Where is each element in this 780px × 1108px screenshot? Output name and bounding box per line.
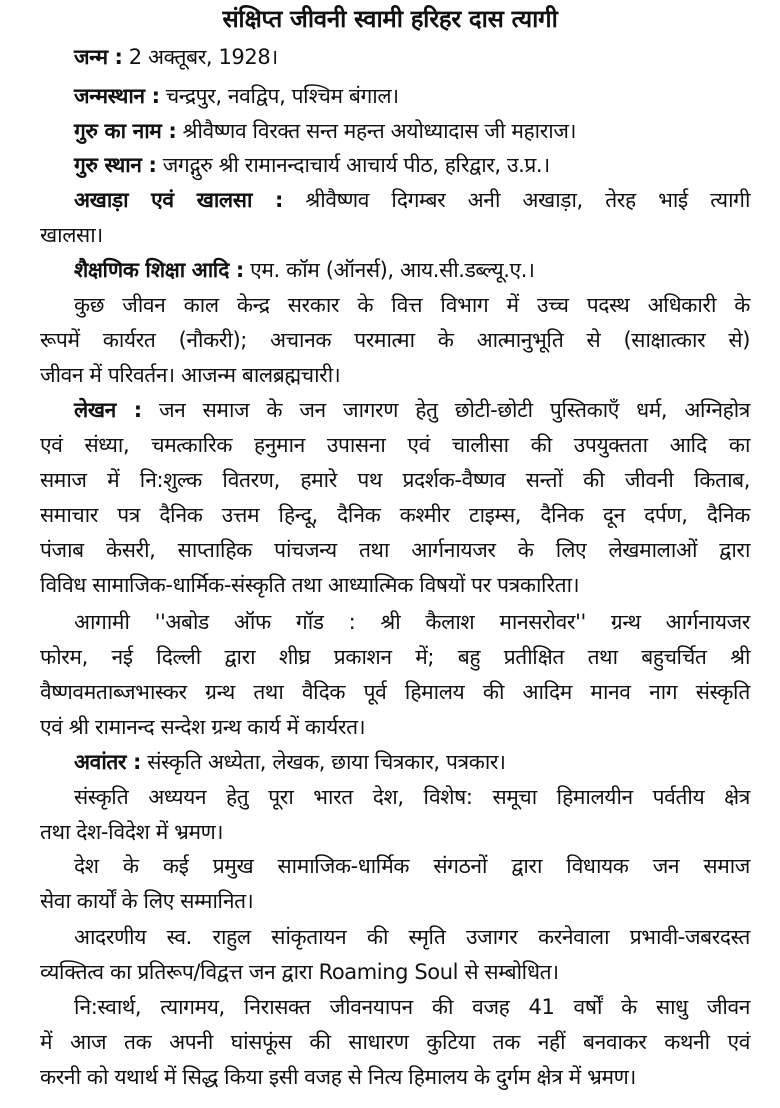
text-span: आदरणीय स्व. राहुल सांकृतायन की स्मृति उजागर करनेवाला प्रभावी-जबरदस्त bbox=[74, 925, 750, 949]
text-span: विविध सामाजिक-धार्मिक-संस्कृति तथा आध्यात्मिक विषयों पर पत्रकारिता। bbox=[40, 573, 580, 597]
closing-line-3 bbox=[40, 1060, 750, 1094]
education-value: एम. कॉम (ऑनर्स), आय.सी.डब्ल्यू.ए.। bbox=[243, 258, 535, 282]
tribute-line-1 bbox=[74, 920, 750, 954]
text-span: पंजाब केसरी, साप्ताहिक पांचजन्य तथा आर्गनायजर के लिए लेखमालाओं द्वारा bbox=[40, 538, 750, 562]
page-title: संक्षिप्त जीवनी स्वामी हरिहर दास त्यागी bbox=[222, 5, 558, 33]
guru-place-line bbox=[74, 148, 750, 182]
honor-line-2 bbox=[40, 884, 750, 918]
text-span: खालसा। bbox=[40, 223, 103, 247]
avantar-label: अवांतर : bbox=[74, 750, 142, 774]
honor-line-1 bbox=[74, 849, 750, 883]
text-span: कुछ जीवन काल केन्द्र सरकार के वित्त विभाग में उच्च पदस्थ अधिकारी के bbox=[74, 293, 750, 317]
guru-place-value: जगद्गुरु श्री रामानन्दाचार्य आचार्य पीठ, हरिद्वार, उ.प्र.। bbox=[156, 153, 550, 177]
closing-line-1 bbox=[74, 990, 750, 1024]
travel-line-1 bbox=[74, 780, 750, 814]
tribute-line-2 bbox=[40, 955, 750, 989]
birthplace-value: चन्द्रपुर, नवद्विप, पश्चिम बंगाल। bbox=[159, 84, 399, 108]
upcoming-line-2 bbox=[40, 640, 750, 674]
career-line-1 bbox=[74, 288, 750, 322]
text-span: एवं संध्या, चमत्कारिक हनुमान उपासना एवं चालीसा की उपयुक्तता आदि का bbox=[40, 433, 750, 457]
birth-line bbox=[74, 40, 750, 74]
text-span: फोरम, नई दिल्ली द्वारा शीघ्र प्रकाशन में; बहु प्रतीक्षित तथा बहुचर्चित श्री bbox=[40, 645, 750, 669]
text-span: आगामी ''अबोड ऑफ गॉड : श्री कैलाश मानसरोवर'' ग्रन्थ आर्गनायजर bbox=[74, 610, 750, 634]
text-span: व्यक्तित्व का प्रतिरूप/विद्वत्त जन द्वारा Roaming Soul से सम्बोधित। bbox=[40, 960, 559, 984]
text-span: नि:स्वार्थ, त्यागमय, निरासक्त जीवनयापन की वजह 41 वर्षों के साधु जीवन bbox=[74, 995, 750, 1019]
akhara-label: अखाड़ा एवं खालसा : bbox=[74, 188, 284, 212]
upcoming-line-1 bbox=[74, 605, 750, 639]
upcoming-line-3 bbox=[40, 675, 750, 709]
avantar-line bbox=[74, 745, 750, 779]
guru-name-line bbox=[74, 114, 750, 148]
akhara-value: श्रीवैष्णव दिगम्बर अनी अखाड़ा, तेरह भाई त्यागी bbox=[283, 188, 750, 212]
birthplace-label: जन्मस्थान : bbox=[74, 84, 160, 108]
writing-line-2 bbox=[40, 428, 750, 462]
guru-name-label: गुरु का नाम : bbox=[74, 119, 177, 143]
guru-place-label: गुरु स्थान : bbox=[74, 153, 157, 177]
career-line-3 bbox=[40, 358, 750, 392]
writing-label: लेखन : bbox=[74, 398, 142, 422]
education-line bbox=[74, 253, 750, 287]
text-span: तथा देश-विदेश में भ्रमण। bbox=[40, 820, 224, 844]
writing-line-3 bbox=[40, 463, 750, 497]
birth-label: जन्म : bbox=[74, 45, 123, 69]
guru-name-value: श्रीवैष्णव विरक्त सन्त महन्त अयोध्यादास जी महाराज। bbox=[176, 119, 577, 143]
text-span: समाज में नि:शुल्क वितरण, हमारे पथ प्रदर्शक-वैष्णव सन्तों की जीवनी किताब, bbox=[40, 468, 750, 492]
career-line-2 bbox=[40, 323, 750, 357]
text-span: समाचार पत्र दैनिक उत्तम हिन्दू, दैनिक कश्मीर टाइम्स, दैनिक दून दर्पण, दैनिक bbox=[40, 503, 750, 527]
text-span: वैष्णवमताब्जभास्कर ग्रन्थ तथा वैदिक पूर्व हिमालय की आदिम मानव नाग संस्कृति bbox=[40, 680, 750, 704]
text-span: करनी को यथार्थ में सिद्ध किया इसी वजह से नित्य हिमालय के दुर्गम क्षेत्र में भ्रमण। bbox=[40, 1065, 636, 1089]
birthplace-line bbox=[74, 79, 750, 113]
birth-value: 2 अक्तूबर, 1928। bbox=[122, 45, 278, 69]
text-span: रूपमें कार्यरत (नौकरी); अचानक परमात्मा के आत्मानुभूति से (साक्षात्कार से) bbox=[40, 328, 750, 352]
upcoming-line-4 bbox=[40, 710, 750, 744]
writing-value: जन समाज के जन जागरण हेतु छोटी-छोटी पुस्तिकाएँ धर्म, अग्निहोत्र bbox=[141, 398, 751, 422]
akhara-line bbox=[74, 183, 750, 217]
writing-line-4 bbox=[40, 498, 750, 532]
education-label: शैक्षणिक शिक्षा आदि : bbox=[74, 258, 244, 282]
closing-line-2 bbox=[40, 1025, 750, 1059]
text-span: जीवन में परिवर्तन। आजन्म बालब्रह्मचारी। bbox=[40, 363, 341, 387]
text-span: देश के कई प्रमुख सामाजिक-धार्मिक संगठनों द्वारा विधायक जन समाज bbox=[74, 854, 750, 878]
travel-line-2 bbox=[40, 815, 750, 849]
writing-line-5 bbox=[40, 533, 750, 567]
text-span: एवं श्री रामानन्द सन्देश ग्रन्थ कार्य में कार्यरत। bbox=[40, 715, 366, 739]
text-span: संस्कृति अध्ययन हेतु पूरा भारत देश, विशेष: समूचा हिमालयीन पर्वतीय क्षेत्र bbox=[74, 785, 750, 809]
text-span: सेवा कार्यों के लिए सम्मानित। bbox=[40, 889, 254, 913]
akhara-line-cont bbox=[40, 218, 750, 252]
writing-line-6 bbox=[40, 568, 750, 602]
text-span: में आज तक अपनी घांसफूंस की साधारण कुटिया तक नहीं बनवाकर कथनी एवं bbox=[40, 1030, 750, 1054]
avantar-value: संस्कृति अध्येता, लेखक, छाया चित्रकार, पत्रकार। bbox=[141, 750, 506, 774]
writing-line-1 bbox=[74, 393, 750, 427]
